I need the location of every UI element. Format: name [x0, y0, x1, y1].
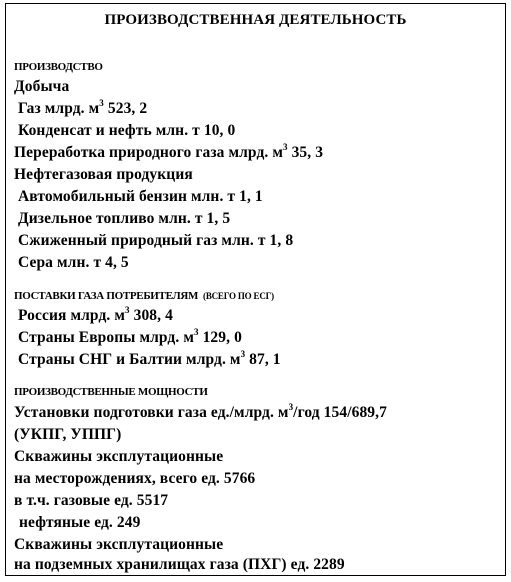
- storage-wells-value: на подземных хранилищах газа (ПХГ) ед. 2289: [14, 556, 345, 573]
- wells-gas: в т.ч. газовые ед. 5517: [14, 492, 169, 509]
- diesel-output: Дизельное топливо млн. т 1, 5: [18, 210, 231, 227]
- storage-wells-label: Скважины эксплутационные: [14, 536, 224, 553]
- section-supply-heading: ПОСТАВКИ ГАЗА ПОТРЕБИТЕЛЯМ (ВСЕГО ПО ЕСГ): [14, 290, 274, 302]
- gas-treatment-plants: Установки подготовки газа ед./млрд. $м^3$/год 154/689,7: [14, 401, 387, 421]
- gas-output: Газ млрд. $м^3$ 523, 2: [18, 97, 148, 117]
- supply-note: (ВСЕГО ПО ЕСГ): [203, 291, 274, 301]
- supply-russia: Россия млрд. $м^3$ 308, 4: [18, 304, 173, 324]
- gas-processing: Переработка природного газа млрд. $м^3$ 35, 3: [14, 141, 324, 161]
- document-frame: [5, 3, 506, 576]
- wells-oil: нефтяные ед. 249: [19, 514, 141, 531]
- products-label: Нефтегазовая продукция: [14, 166, 193, 183]
- sulfur-output: Сера млн. т 4, 5: [18, 254, 129, 271]
- section-production-heading: ПРОИЗВОДСТВО: [14, 61, 103, 73]
- lng-output: Сжиженный природный газ млн. т 1, 8: [18, 232, 294, 249]
- mining-label: Добыча: [14, 78, 70, 95]
- section-capacity-heading: ПРОИЗВОДСТВЕННЫЕ МОЩНОСТИ: [14, 386, 208, 398]
- gasoline-output: Автомобильный бензин млн. т 1, 1: [18, 188, 263, 205]
- supply-cis: Страны СНГ и Балтии млрд. $м^3$ 87, 1: [18, 348, 281, 368]
- wells-label: Скважины эксплутационные: [14, 448, 224, 465]
- supply-europe: Страны Европы млрд. $м^3$ 129, 0: [18, 326, 242, 346]
- gas-treatment-abbr: (УКПГ, УППГ): [14, 426, 122, 443]
- condensate-output: Конденсат и нефть млн. т 10, 0: [18, 122, 236, 139]
- wells-fields: на месторождениях, всего ед. 5766: [14, 470, 256, 487]
- document-title: ПРОИЗВОДСТВЕННАЯ ДЕЯТЕЛЬНОСТЬ: [104, 12, 407, 28]
